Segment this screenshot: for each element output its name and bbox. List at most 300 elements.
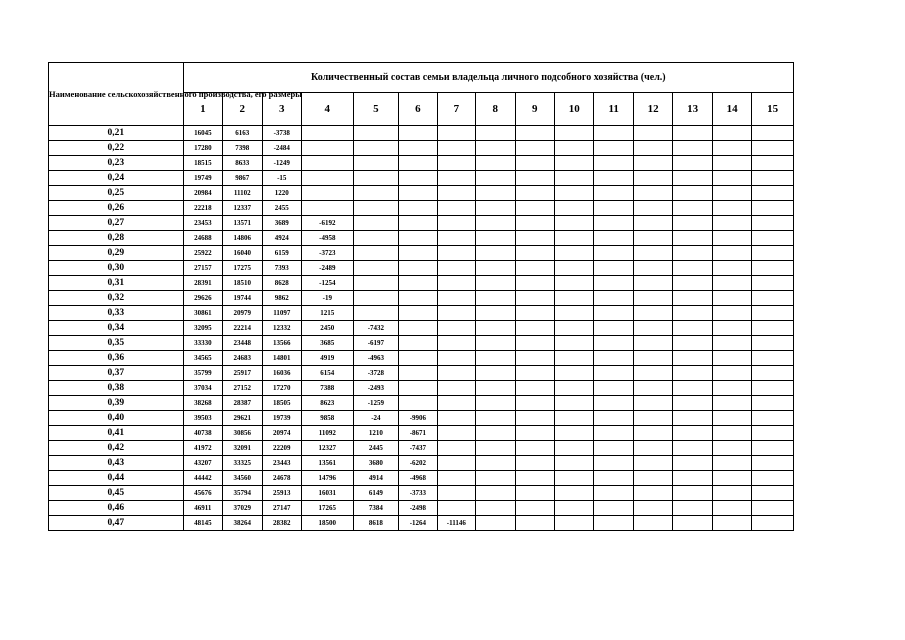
- value-cell: 1220: [262, 186, 301, 201]
- value-cell: [752, 231, 794, 246]
- value-cell: 46911: [183, 501, 222, 516]
- column-number-header: 11: [594, 93, 633, 126]
- value-cell: [633, 186, 672, 201]
- value-cell: [476, 396, 515, 411]
- value-cell: 23443: [262, 456, 301, 471]
- value-cell: [752, 321, 794, 336]
- value-cell: [752, 186, 794, 201]
- value-cell: [673, 321, 712, 336]
- value-cell: 12332: [262, 321, 301, 336]
- size-cell: 0,21: [49, 126, 184, 141]
- size-cell: 0,24: [49, 171, 184, 186]
- value-cell: [554, 426, 593, 441]
- value-cell: 33325: [223, 456, 262, 471]
- value-cell: [476, 246, 515, 261]
- value-cell: [399, 381, 437, 396]
- value-cell: [399, 291, 437, 306]
- value-cell: [437, 396, 475, 411]
- value-cell: [399, 231, 437, 246]
- value-cell: [673, 456, 712, 471]
- value-cell: [476, 201, 515, 216]
- column-number-header: 12: [633, 93, 672, 126]
- value-cell: 8633: [223, 156, 262, 171]
- value-cell: [353, 186, 399, 201]
- value-cell: 24678: [262, 471, 301, 486]
- value-cell: [515, 276, 554, 291]
- value-cell: [633, 291, 672, 306]
- value-cell: [554, 486, 593, 501]
- value-cell: [554, 351, 593, 366]
- value-cell: [437, 126, 475, 141]
- value-cell: [633, 456, 672, 471]
- value-cell: [302, 186, 354, 201]
- value-cell: 37034: [183, 381, 222, 396]
- value-cell: [752, 396, 794, 411]
- value-cell: -3733: [399, 486, 437, 501]
- value-cell: [515, 231, 554, 246]
- value-cell: 30856: [223, 426, 262, 441]
- value-cell: [437, 186, 475, 201]
- value-cell: 6163: [223, 126, 262, 141]
- table-row: [49, 441, 794, 456]
- table-row: [49, 246, 794, 261]
- value-cell: 18515: [183, 156, 222, 171]
- value-cell: [476, 126, 515, 141]
- value-cell: [437, 471, 475, 486]
- value-cell: 25913: [262, 486, 301, 501]
- value-cell: [673, 336, 712, 351]
- value-cell: 19749: [183, 171, 222, 186]
- value-cell: 6154: [302, 366, 354, 381]
- value-cell: [712, 321, 751, 336]
- table-row: [49, 231, 794, 246]
- value-cell: [633, 501, 672, 516]
- value-cell: [633, 276, 672, 291]
- size-cell: 0,30: [49, 261, 184, 276]
- value-cell: [437, 486, 475, 501]
- size-cell: 0,22: [49, 141, 184, 156]
- value-cell: [554, 471, 593, 486]
- value-cell: [437, 381, 475, 396]
- value-cell: [594, 276, 633, 291]
- value-cell: 41972: [183, 441, 222, 456]
- value-cell: [554, 171, 593, 186]
- value-cell: [554, 501, 593, 516]
- value-cell: 2445: [353, 441, 399, 456]
- value-cell: 17275: [223, 261, 262, 276]
- value-cell: [752, 441, 794, 456]
- value-cell: 7384: [353, 501, 399, 516]
- value-cell: [712, 231, 751, 246]
- size-cell: 0,31: [49, 276, 184, 291]
- value-cell: [554, 306, 593, 321]
- value-cell: [437, 216, 475, 231]
- value-cell: 18500: [302, 516, 354, 531]
- value-cell: -7432: [353, 321, 399, 336]
- column-number-header: 2: [223, 93, 262, 126]
- value-cell: [712, 156, 751, 171]
- value-cell: [712, 366, 751, 381]
- value-cell: [633, 441, 672, 456]
- table-row: [49, 216, 794, 231]
- value-cell: [476, 156, 515, 171]
- value-cell: [554, 291, 593, 306]
- value-cell: -1264: [399, 516, 437, 531]
- value-cell: [752, 351, 794, 366]
- column-number-header: 3: [262, 93, 301, 126]
- value-cell: [712, 306, 751, 321]
- value-cell: -1259: [353, 396, 399, 411]
- value-cell: [353, 201, 399, 216]
- value-cell: 11102: [223, 186, 262, 201]
- value-cell: [353, 306, 399, 321]
- value-cell: [302, 156, 354, 171]
- value-cell: 27152: [223, 381, 262, 396]
- value-cell: [633, 216, 672, 231]
- value-cell: [594, 456, 633, 471]
- value-cell: 48145: [183, 516, 222, 531]
- value-cell: [594, 351, 633, 366]
- value-cell: [554, 441, 593, 456]
- value-cell: [752, 336, 794, 351]
- value-cell: [594, 426, 633, 441]
- table-row: [49, 336, 794, 351]
- value-cell: [712, 471, 751, 486]
- value-cell: 17270: [262, 381, 301, 396]
- name-column-header: Наименование сельскохозяйственного производства, его размеры: [49, 63, 184, 126]
- value-cell: [752, 306, 794, 321]
- size-cell: 0,25: [49, 186, 184, 201]
- size-cell: 0,40: [49, 411, 184, 426]
- value-cell: [594, 141, 633, 156]
- value-cell: [554, 246, 593, 261]
- value-cell: [399, 321, 437, 336]
- value-cell: [515, 366, 554, 381]
- value-cell: [515, 351, 554, 366]
- size-cell: 0,26: [49, 201, 184, 216]
- value-cell: [594, 486, 633, 501]
- column-number-header: 1: [183, 93, 222, 126]
- value-cell: [712, 396, 751, 411]
- value-cell: 25917: [223, 366, 262, 381]
- value-cell: -2493: [353, 381, 399, 396]
- value-cell: [752, 501, 794, 516]
- value-cell: [712, 456, 751, 471]
- value-cell: [437, 141, 475, 156]
- value-cell: [594, 126, 633, 141]
- value-cell: 6149: [353, 486, 399, 501]
- table-row: [49, 411, 794, 426]
- value-cell: -11146: [437, 516, 475, 531]
- value-cell: [515, 156, 554, 171]
- value-cell: [476, 276, 515, 291]
- value-cell: [437, 366, 475, 381]
- value-cell: [752, 156, 794, 171]
- value-cell: -15: [262, 171, 301, 186]
- size-cell: 0,36: [49, 351, 184, 366]
- value-cell: 4914: [353, 471, 399, 486]
- value-cell: 28387: [223, 396, 262, 411]
- value-cell: [712, 516, 751, 531]
- value-cell: 40738: [183, 426, 222, 441]
- value-cell: [554, 261, 593, 276]
- value-cell: [712, 291, 751, 306]
- size-cell: 0,47: [49, 516, 184, 531]
- value-cell: 34560: [223, 471, 262, 486]
- value-cell: [399, 276, 437, 291]
- value-cell: [554, 456, 593, 471]
- value-cell: [594, 171, 633, 186]
- value-cell: [515, 201, 554, 216]
- value-cell: [554, 411, 593, 426]
- value-cell: [673, 486, 712, 501]
- table-row: [49, 396, 794, 411]
- value-cell: [476, 321, 515, 336]
- value-cell: [673, 471, 712, 486]
- value-cell: -3738: [262, 126, 301, 141]
- value-cell: [633, 471, 672, 486]
- value-cell: [476, 336, 515, 351]
- value-cell: 24688: [183, 231, 222, 246]
- value-cell: 17280: [183, 141, 222, 156]
- value-cell: 29626: [183, 291, 222, 306]
- value-cell: [476, 306, 515, 321]
- value-cell: [712, 141, 751, 156]
- table-row: [49, 426, 794, 441]
- value-cell: [437, 426, 475, 441]
- value-cell: [752, 381, 794, 396]
- household-income-table: [48, 62, 794, 531]
- value-cell: [437, 351, 475, 366]
- value-cell: 22218: [183, 201, 222, 216]
- size-cell: 0,33: [49, 306, 184, 321]
- value-cell: 32091: [223, 441, 262, 456]
- size-cell: 0,45: [49, 486, 184, 501]
- value-cell: [673, 411, 712, 426]
- value-cell: 13566: [262, 336, 301, 351]
- value-cell: 3689: [262, 216, 301, 231]
- value-cell: [302, 126, 354, 141]
- value-cell: 38264: [223, 516, 262, 531]
- value-cell: [476, 141, 515, 156]
- value-cell: 30861: [183, 306, 222, 321]
- value-cell: [673, 351, 712, 366]
- table-row: [49, 171, 794, 186]
- value-cell: [673, 516, 712, 531]
- value-cell: [594, 156, 633, 171]
- value-cell: [594, 501, 633, 516]
- value-cell: [633, 366, 672, 381]
- value-cell: [594, 306, 633, 321]
- value-cell: [302, 141, 354, 156]
- value-cell: [476, 216, 515, 231]
- value-cell: [594, 186, 633, 201]
- value-cell: -4963: [353, 351, 399, 366]
- value-cell: 11092: [302, 426, 354, 441]
- value-cell: [515, 486, 554, 501]
- value-cell: -6202: [399, 456, 437, 471]
- value-cell: [594, 321, 633, 336]
- value-cell: [633, 396, 672, 411]
- value-cell: [515, 306, 554, 321]
- size-cell: 0,27: [49, 216, 184, 231]
- value-cell: -1249: [262, 156, 301, 171]
- table-row: [49, 351, 794, 366]
- value-cell: [594, 366, 633, 381]
- size-cell: 0,46: [49, 501, 184, 516]
- value-cell: 7393: [262, 261, 301, 276]
- value-cell: [752, 471, 794, 486]
- value-cell: [353, 141, 399, 156]
- value-cell: 19744: [223, 291, 262, 306]
- value-cell: [554, 231, 593, 246]
- value-cell: 8628: [262, 276, 301, 291]
- value-cell: [752, 261, 794, 276]
- value-cell: 33330: [183, 336, 222, 351]
- value-cell: 4919: [302, 351, 354, 366]
- value-cell: 4924: [262, 231, 301, 246]
- value-cell: [476, 231, 515, 246]
- value-cell: 34565: [183, 351, 222, 366]
- value-cell: [633, 351, 672, 366]
- value-cell: [594, 471, 633, 486]
- value-cell: [633, 381, 672, 396]
- family-size-header: Количественный состав семьи владельца личного подсобного хозяйства (чел.): [183, 63, 793, 93]
- value-cell: [353, 276, 399, 291]
- value-cell: [673, 426, 712, 441]
- value-cell: [712, 501, 751, 516]
- value-cell: [673, 231, 712, 246]
- value-cell: [437, 156, 475, 171]
- value-cell: [673, 306, 712, 321]
- value-cell: [712, 261, 751, 276]
- value-cell: [712, 246, 751, 261]
- value-cell: [476, 441, 515, 456]
- value-cell: [437, 411, 475, 426]
- value-cell: [752, 126, 794, 141]
- value-cell: 14806: [223, 231, 262, 246]
- value-cell: 35799: [183, 366, 222, 381]
- value-cell: [752, 291, 794, 306]
- value-cell: -7437: [399, 441, 437, 456]
- value-cell: [515, 126, 554, 141]
- value-cell: [633, 126, 672, 141]
- value-cell: [673, 216, 712, 231]
- value-cell: [752, 216, 794, 231]
- table-row: [49, 381, 794, 396]
- value-cell: 12337: [223, 201, 262, 216]
- value-cell: [515, 441, 554, 456]
- value-cell: [712, 336, 751, 351]
- value-cell: 20974: [262, 426, 301, 441]
- value-cell: [752, 411, 794, 426]
- value-cell: [752, 426, 794, 441]
- value-cell: 28382: [262, 516, 301, 531]
- value-cell: [673, 186, 712, 201]
- value-cell: 2455: [262, 201, 301, 216]
- size-cell: 0,34: [49, 321, 184, 336]
- value-cell: 22209: [262, 441, 301, 456]
- value-cell: [594, 411, 633, 426]
- table-row: [49, 141, 794, 156]
- column-number-header: 6: [399, 93, 437, 126]
- value-cell: [437, 246, 475, 261]
- value-cell: [712, 201, 751, 216]
- value-cell: [673, 276, 712, 291]
- value-cell: [633, 201, 672, 216]
- value-cell: [399, 246, 437, 261]
- value-cell: [633, 411, 672, 426]
- value-cell: [476, 486, 515, 501]
- value-cell: -2489: [302, 261, 354, 276]
- value-cell: [515, 501, 554, 516]
- value-cell: [712, 411, 751, 426]
- size-cell: 0,41: [49, 426, 184, 441]
- value-cell: [437, 441, 475, 456]
- value-cell: [752, 516, 794, 531]
- value-cell: 23453: [183, 216, 222, 231]
- value-cell: [399, 201, 437, 216]
- value-cell: [476, 411, 515, 426]
- column-number-header: 7: [437, 93, 475, 126]
- value-cell: [437, 201, 475, 216]
- value-cell: -4958: [302, 231, 354, 246]
- value-cell: 45676: [183, 486, 222, 501]
- value-cell: 8618: [353, 516, 399, 531]
- value-cell: [752, 141, 794, 156]
- value-cell: [594, 381, 633, 396]
- value-cell: [302, 201, 354, 216]
- value-cell: [353, 261, 399, 276]
- value-cell: [752, 366, 794, 381]
- value-cell: [554, 216, 593, 231]
- value-cell: [353, 171, 399, 186]
- column-number-header: 10: [554, 93, 593, 126]
- value-cell: [399, 156, 437, 171]
- value-cell: 8623: [302, 396, 354, 411]
- table-row: [49, 201, 794, 216]
- value-cell: -4968: [399, 471, 437, 486]
- value-cell: [673, 246, 712, 261]
- size-cell: 0,29: [49, 246, 184, 261]
- value-cell: [594, 441, 633, 456]
- value-cell: [673, 366, 712, 381]
- value-cell: [515, 171, 554, 186]
- value-cell: [437, 276, 475, 291]
- value-cell: 39503: [183, 411, 222, 426]
- value-cell: [515, 396, 554, 411]
- size-cell: 0,38: [49, 381, 184, 396]
- value-cell: [476, 366, 515, 381]
- value-cell: [673, 201, 712, 216]
- table-row: [49, 306, 794, 321]
- value-cell: [353, 126, 399, 141]
- value-cell: 16036: [262, 366, 301, 381]
- value-cell: [712, 426, 751, 441]
- value-cell: [712, 276, 751, 291]
- value-cell: [437, 456, 475, 471]
- value-cell: 37029: [223, 501, 262, 516]
- value-cell: [554, 186, 593, 201]
- value-cell: 29621: [223, 411, 262, 426]
- size-cell: 0,23: [49, 156, 184, 171]
- value-cell: [554, 201, 593, 216]
- value-cell: 38268: [183, 396, 222, 411]
- value-cell: [752, 486, 794, 501]
- value-cell: 9862: [262, 291, 301, 306]
- value-cell: [554, 381, 593, 396]
- value-cell: [752, 171, 794, 186]
